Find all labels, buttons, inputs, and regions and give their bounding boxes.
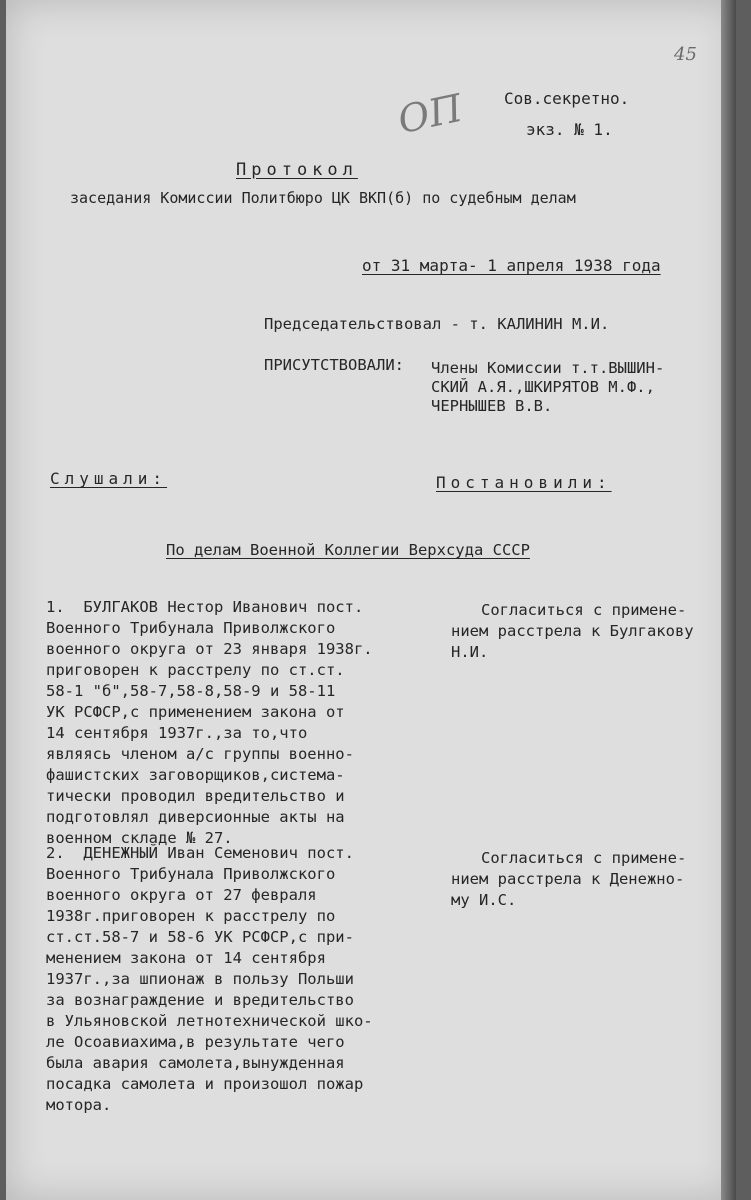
- meeting-date: от 31 марта- 1 апреля 1938 года: [362, 256, 661, 275]
- present-members-line: СКИЙ А.Я.,ШКИРЯТОВ М.Ф.,: [431, 378, 655, 396]
- case-heard-line: военного округа от 27 февраля: [46, 886, 317, 904]
- scan-edge: [721, 0, 736, 1200]
- case-resolution-line: Н.И.: [451, 643, 489, 661]
- case-heard-line: была авария самолета,вынужденная: [46, 1054, 345, 1072]
- case-resolution-line: Согласиться с примене-: [481, 849, 687, 867]
- case-heard-line: 58-1 "б",58-7,58-8,58-9 и 58-11: [46, 682, 336, 700]
- case-heard-line: менением закона от 14 сентября: [46, 949, 326, 967]
- present-label: ПРИСУТСТВОВАЛИ:: [264, 356, 404, 374]
- section-title: По делам Военной Коллегии Верхсуда СССР: [166, 541, 530, 559]
- case-heard-line: УК РСФСР,с применением закона от: [46, 703, 345, 721]
- case-heard-line: тически проводил вредительство и: [46, 787, 345, 805]
- case-resolution-line: Согласиться с примене-: [481, 601, 687, 619]
- heard-column-header: Слушали:: [50, 469, 168, 488]
- case-heard-line: являясь членом а/с группы военно-: [46, 745, 354, 763]
- present-members-line: ЧЕРНЫШЕВ В.В.: [431, 397, 553, 415]
- case-heard-line: приговорен к расстрелу по ст.ст.: [46, 661, 345, 679]
- copy-number: экз. № 1.: [526, 120, 613, 139]
- case-heard-line: Военного Трибунала Приволжского: [46, 865, 336, 883]
- present-members-line: Члены Комиссии т.т.ВЫШИН-: [431, 359, 665, 377]
- case-heard-line: 2. ДЕНЕЖНЫЙ Иван Семенович пост.: [46, 844, 354, 862]
- case-heard-line: 1937г.,за шпионаж в пользу Польши: [46, 970, 354, 988]
- case-heard-line: ст.ст.58-7 и 58-6 УК РСФСР,с при-: [46, 928, 354, 946]
- case-heard-line: ле Осоавиахима,в результате чего: [46, 1033, 345, 1051]
- case-resolution-line: му И.С.: [451, 891, 517, 909]
- resolved-column-header: Постановили:: [436, 473, 612, 492]
- case-heard-line: за вознаграждение и вредительство: [46, 991, 354, 1009]
- case-resolution-line: нием расстрела к Булгакову: [451, 622, 694, 640]
- case-heard-line: подготовлял диверсионные акты на: [46, 808, 345, 826]
- case-heard-line: мотора.: [46, 1096, 112, 1114]
- document-page: [6, 0, 736, 1200]
- case-heard-line: посадка самолета и произошол пожар: [46, 1075, 364, 1093]
- case-heard-line: военном складе № 27.: [46, 829, 233, 847]
- case-heard-line: военного округа от 23 января 1938г.: [46, 640, 373, 658]
- case-heard-line: фашистских заговорщиков,системa-: [46, 766, 345, 784]
- document-title: Протокол: [236, 160, 358, 180]
- case-heard-line: 1. БУЛГАКОВ Нестор Иванович пост.: [46, 598, 364, 616]
- handwritten-mark: ОП: [394, 85, 467, 143]
- document-subtitle: заседания Комиссии Политбюро ЦК ВКП(б) по судебным делам: [70, 189, 576, 207]
- case-heard-line: в Ульяновской летнотехнической шко-: [46, 1012, 373, 1030]
- case-heard-line: 14 сентября 1937г.,за то,что: [46, 724, 308, 742]
- case-heard-line: Военного Трибунала Приволжского: [46, 619, 336, 637]
- classification-label: Сов.секретно.: [504, 89, 630, 108]
- chairman-line: Председательствовал - т. КАЛИНИН М.И.: [264, 315, 610, 333]
- case-heard-line: 1938г.приговорен к расстрелу по: [46, 907, 336, 925]
- case-resolution-line: нием расстрела к Денежно-: [451, 870, 685, 888]
- page-number: 45: [674, 44, 697, 65]
